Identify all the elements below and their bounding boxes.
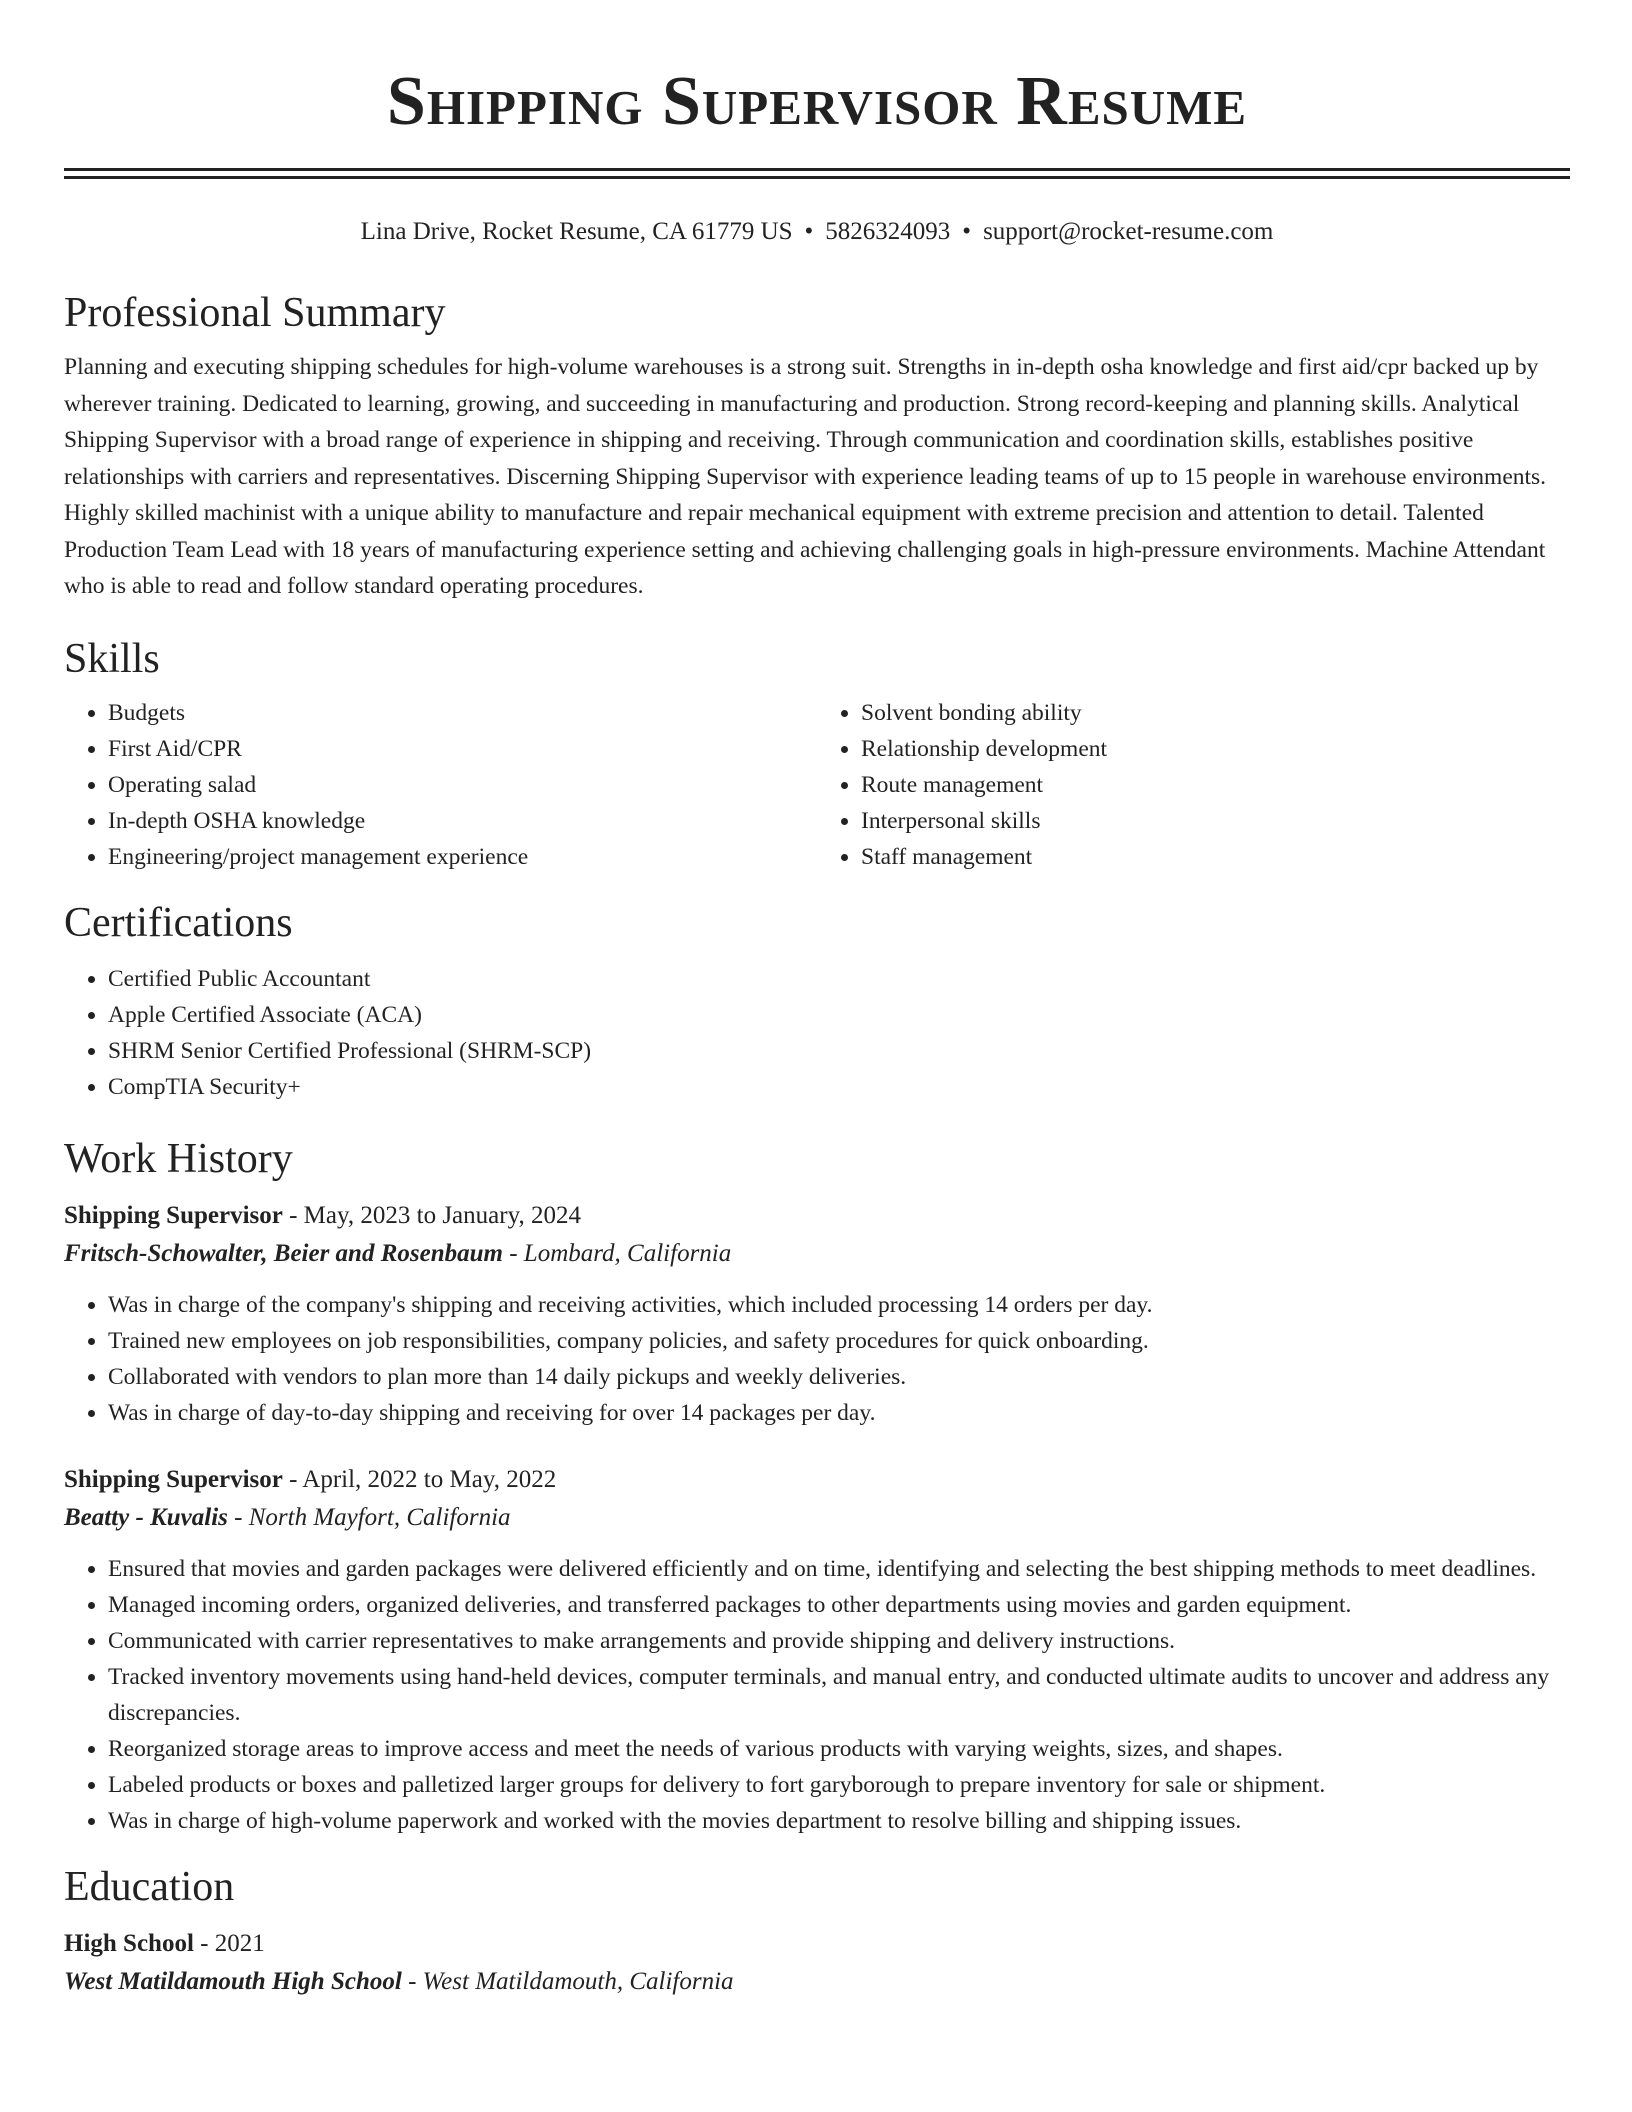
job-employer [64,1235,1570,1273]
job-title: Shipping Supervisor [64,1465,283,1493]
education-header [64,1925,1570,1963]
job-employer [64,1499,1570,1537]
education-school-line [64,1963,1570,2001]
skill-item: • Budgets [108,695,817,731]
job-bullet: • Managed incoming orders, organized deliveries, and transferred packages to other departments using movies and garden equipment. [108,1587,1570,1623]
job-header [64,1461,1570,1499]
skill-item: • In-depth OSHA knowledge [108,803,817,839]
education-heading: Education [64,1863,235,1910]
contact-email: support@rocket-resume.com [983,218,1274,245]
job-dates: - April, 2022 to May, 2022 [282,1465,557,1493]
education-location: - West Matildamouth, California [401,1967,734,1995]
job-dates: - May, 2023 to January, 2024 [282,1201,581,1229]
job-bullets [64,1551,1570,1839]
job-bullet: • Labeled products or boxes and palletized larger groups for delivery to fort garyborough to prepare inventory for sale or shipment. [108,1767,1570,1803]
job-entry [64,1461,1570,1839]
job-bullet: • Communicated with carrier representatives to make arrangements and provide shipping and delivery instructions. [108,1623,1570,1659]
job-location: - North Mayfort, California [227,1503,511,1531]
job-bullet: • Was in charge of day-to-day shipping and receiving for over 14 packages per day. [108,1395,1570,1431]
skill-item: • Route management [861,767,1570,803]
work-history-heading: Work History [64,1135,293,1182]
job-bullet: • Trained new employees on job responsibilities, company policies, and safety procedures for quick onboarding. [108,1323,1570,1359]
job-company: Fritsch-Schowalter, Beier and Rosenbaum [64,1239,503,1267]
education-school: West Matildamouth High School [64,1967,402,1995]
education-year: - 2021 [193,1929,265,1957]
skill-item: • Staff management [861,839,1570,875]
job-bullet: • Reorganized storage areas to improve access and meet the needs of various products with varying weights, sizes, and shapes. [108,1731,1570,1767]
job-bullet: • Was in charge of the company's shipping and receiving activities, which included processing 14 orders per day. [108,1287,1570,1323]
job-company: Beatty - Kuvalis [64,1503,228,1531]
certification-item: • Certified Public Accountant [108,961,1570,997]
skills-list [64,695,1570,875]
contact-address: Lina Drive, Rocket Resume, CA 61779 US [360,218,793,245]
skill-item: • Solvent bonding ability [861,695,1570,731]
job-bullet: • Was in charge of high-volume paperwork and worked with the movies department to resolve billing and shipping issues. [108,1803,1570,1839]
certification-item: • Apple Certified Associate (ACA) [108,997,1570,1033]
title-divider [64,168,1570,179]
certifications-heading: Certifications [64,899,293,946]
job-location: - Lombard, California [502,1239,732,1267]
job-entry [64,1197,1570,1431]
skill-item: • First Aid/CPR [108,731,817,767]
resume-page [64,0,1570,2001]
skill-item: • Operating salad [108,767,817,803]
contact-separator: • [962,218,972,245]
job-bullets [64,1287,1570,1431]
education-entry [64,1925,1570,2001]
job-header [64,1197,1570,1235]
certification-item: • SHRM Senior Certified Professional (SHRM-SCP) [108,1033,1570,1069]
certifications-list [64,961,1570,1105]
skills-right-column [817,695,1570,875]
job-bullet: • Collaborated with vendors to plan more than 14 daily pickups and weekly deliveries. [108,1359,1570,1395]
summary-heading: Professional Summary [64,290,446,336]
job-title: Shipping Supervisor [64,1201,283,1229]
skills-left-column [64,695,817,875]
contact-line [64,215,1570,249]
contact-phone: 5826324093 [825,218,951,245]
skills-heading: Skills [64,635,160,682]
skill-item: • Engineering/project management experience [108,839,817,875]
skill-item: • Relationship development [861,731,1570,767]
education-degree: High School [64,1929,194,1957]
certification-item: • CompTIA Security+ [108,1069,1570,1105]
job-bullet: • Ensured that movies and garden packages were delivered efficiently and on time, identifying and selecting the best shipping methods to meet deadlines. [108,1551,1570,1587]
summary-text: Planning and executing shipping schedules for high-volume warehouses is a strong suit. Strengths in in-depth osha knowledge and first aid/cpr backed up by wherever training. Dedicated to learning, growing, and succeeding in manufacturing and production. Strong record-keeping and planning skills. Analytical Shipping Supervisor with a broad range of experience in shipping and receiving. Through communication and coordination skills, establishes positive relationships with carriers and representatives. Discerning Shipping Supervisor with experience leading teams of up to 15 people in warehouse environments. Highly skilled machinist with a unique ability to manufacture and repair mechanical equipment with extreme precision and attention to detail. Talented Production Team Lead with 18 years of manufacturing experience setting and achieving challenging goals in high-pressure environments. Machine Attendant who is able to read and follow standard operating procedures. [64,354,1547,599]
job-bullet: • Tracked inventory movements using hand-held devices, computer terminals, and manual entry, and conducted ultimate audits to uncover and address any discrepancies. [108,1659,1570,1731]
contact-separator: • [804,218,814,245]
resume-title: Shipping Supervisor Resume [386,63,1248,140]
skill-item: • Interpersonal skills [861,803,1570,839]
